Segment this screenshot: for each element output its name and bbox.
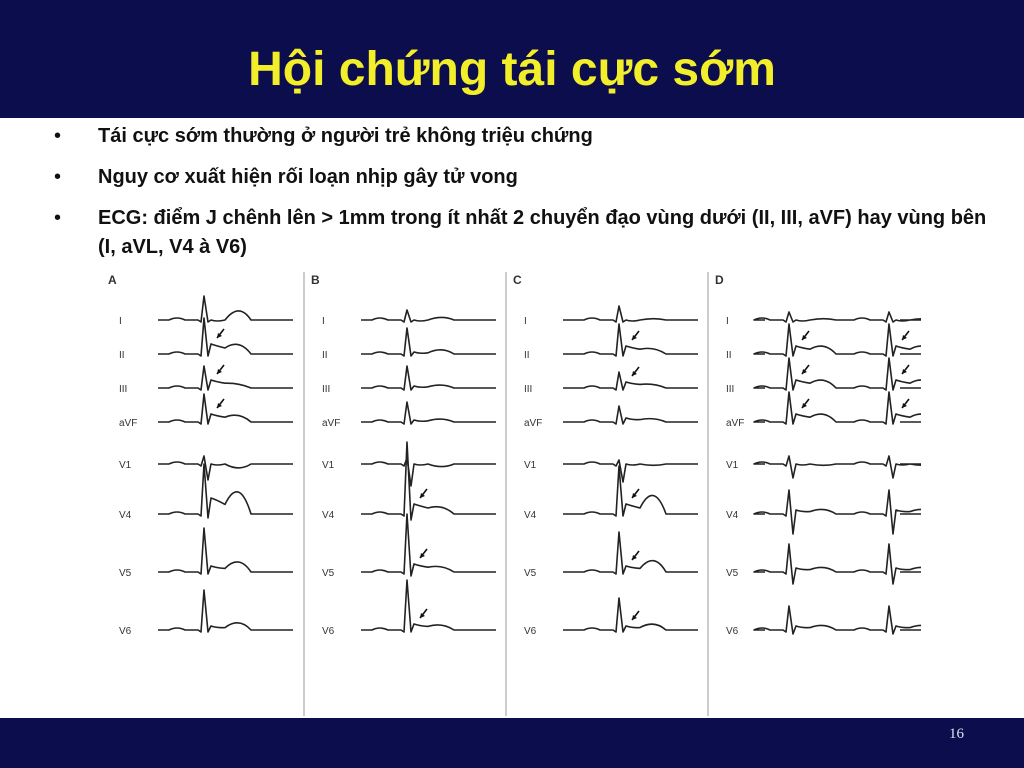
lead-label: III — [726, 384, 735, 395]
lead-label: V1 — [524, 460, 537, 471]
lead-label: V4 — [726, 510, 739, 521]
lead-label: II — [322, 350, 328, 361]
lead-label: aVF — [726, 418, 745, 429]
bullet-marker: • — [54, 125, 62, 147]
ecg-trace — [754, 490, 921, 534]
ecg-trace — [361, 402, 496, 424]
lead-label: V6 — [119, 626, 132, 637]
lead-label: V4 — [322, 510, 335, 521]
panel-letter: A — [108, 273, 117, 287]
ecg-trace — [563, 406, 698, 424]
lead-label: aVF — [322, 418, 341, 429]
bullet-item — [52, 122, 992, 151]
arrow-icon — [217, 399, 224, 408]
ecg-trace — [361, 442, 496, 520]
ecg-trace — [361, 580, 496, 632]
ecg-trace — [563, 532, 698, 574]
ecg-trace — [754, 324, 921, 356]
ecg-trace — [158, 296, 293, 322]
ecg-panel — [304, 272, 496, 716]
title-bar — [0, 0, 1024, 118]
arrow-icon — [632, 611, 639, 620]
ecg-trace — [361, 458, 496, 486]
lead-label: V6 — [322, 626, 335, 637]
ecg-trace — [563, 306, 698, 322]
ecg-figure-image — [103, 268, 921, 718]
lead-label: V5 — [524, 568, 537, 579]
ecg-trace — [754, 358, 921, 390]
lead-label: V1 — [726, 460, 739, 471]
bullet-item — [52, 204, 992, 262]
ecg-trace — [361, 310, 496, 322]
page-number: 16 — [949, 726, 964, 742]
bullet-marker: • — [54, 166, 62, 188]
ecg-trace — [158, 528, 293, 574]
lead-label: V6 — [524, 626, 537, 637]
ecg-trace — [158, 456, 293, 480]
bullet-text: ECG: điểm J chênh lên > 1mm trong ít nhất 2 chuyển đạo vùng dưới (II, III, aVF) hay vùng bên (I, aVL, V4 à V6) — [98, 207, 987, 258]
lead-label: V4 — [524, 510, 537, 521]
arrow-icon — [902, 365, 909, 374]
ecg-trace — [563, 372, 698, 390]
panel-letter: B — [311, 273, 320, 287]
lead-label: II — [524, 350, 530, 361]
lead-label: V1 — [322, 460, 335, 471]
ecg-trace — [754, 392, 921, 424]
lead-label: V6 — [726, 626, 739, 637]
panel-letter: D — [715, 273, 724, 287]
arrow-icon — [632, 551, 639, 560]
ecg-trace — [361, 366, 496, 390]
ecg-trace — [361, 328, 496, 356]
ecg-trace — [754, 456, 921, 478]
lead-label: III — [524, 384, 533, 395]
ecg-trace — [158, 366, 293, 390]
ecg-trace — [158, 394, 293, 424]
ecg-trace — [158, 590, 293, 632]
ecg-trace — [563, 598, 698, 632]
ecg-trace — [158, 318, 293, 356]
lead-label: II — [119, 350, 125, 361]
ecg-panel — [108, 273, 293, 637]
bullet-text: Nguy cơ xuất hiện rối loạn nhịp gây tử vong — [98, 166, 518, 188]
arrow-icon — [420, 489, 427, 498]
panel-letter: C — [513, 273, 522, 287]
arrow-icon — [217, 329, 224, 338]
arrow-icon — [902, 399, 909, 408]
lead-label: I — [726, 316, 729, 327]
arrow-icon — [902, 331, 909, 340]
slide-title: Hội chứng tái cực sớm — [248, 43, 776, 96]
ecg-trace — [563, 460, 698, 482]
ecg-figure — [103, 268, 921, 718]
bullet-item — [52, 163, 992, 192]
lead-label: I — [119, 316, 122, 327]
bullet-list — [52, 122, 992, 274]
arrow-icon — [632, 331, 639, 340]
lead-label: I — [322, 316, 325, 327]
lead-label: V5 — [322, 568, 335, 579]
lead-label: III — [119, 384, 128, 395]
ecg-trace — [361, 514, 496, 576]
lead-label: V5 — [726, 568, 739, 579]
ecg-trace — [158, 464, 293, 518]
arrow-icon — [420, 549, 427, 558]
ecg-trace — [754, 312, 921, 322]
arrow-icon — [802, 399, 809, 408]
lead-label: V1 — [119, 460, 132, 471]
ecg-panel — [708, 272, 921, 716]
ecg-trace — [754, 606, 921, 634]
footer-bar — [0, 718, 1024, 768]
bullet-text: Tái cực sớm thường ở người trẻ không triệu chứng — [98, 125, 593, 147]
lead-label: aVF — [119, 418, 138, 429]
lead-label: V5 — [119, 568, 132, 579]
lead-label: II — [726, 350, 732, 361]
ecg-trace — [563, 324, 698, 356]
lead-label: aVF — [524, 418, 543, 429]
arrow-icon — [632, 489, 639, 498]
ecg-panel — [506, 272, 698, 716]
lead-label: I — [524, 316, 527, 327]
arrow-icon — [420, 609, 427, 618]
bullet-marker: • — [54, 207, 62, 229]
arrow-icon — [802, 365, 809, 374]
lead-label: III — [322, 384, 331, 395]
ecg-trace — [563, 466, 698, 516]
arrow-icon — [217, 365, 224, 374]
lead-label: V4 — [119, 510, 132, 521]
arrow-icon — [632, 367, 639, 376]
ecg-trace — [754, 544, 921, 584]
arrow-icon — [802, 331, 809, 340]
